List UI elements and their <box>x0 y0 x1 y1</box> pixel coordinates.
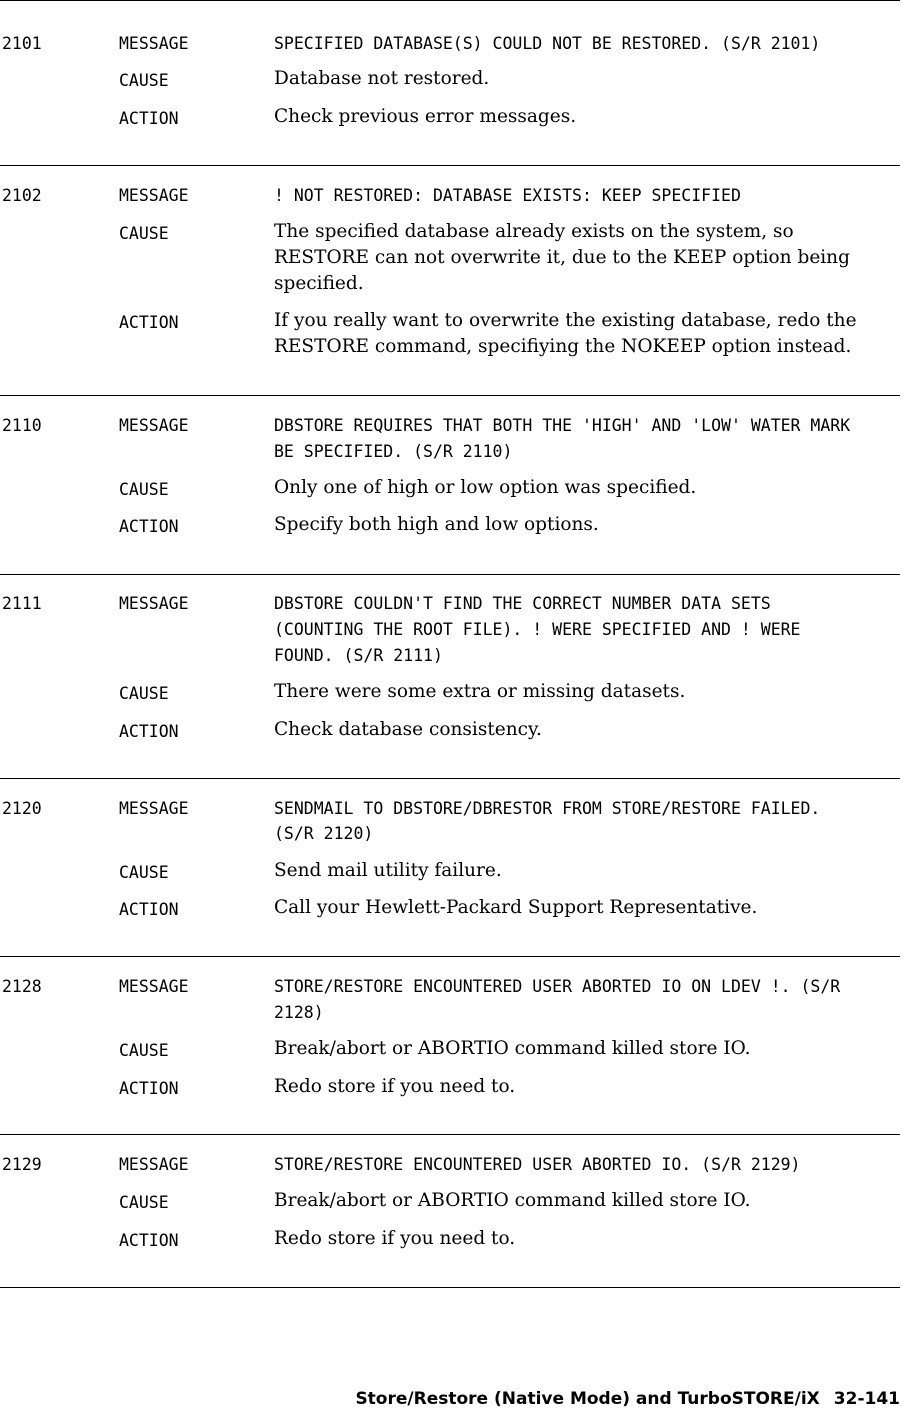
message-label: MESSAGE <box>119 799 189 818</box>
action-text: Redo store if you need to. <box>274 1228 516 1249</box>
action-text: Check database consistency. <box>274 719 542 740</box>
page-footer <box>344 1366 900 1410</box>
message-label: MESSAGE <box>119 1155 189 1174</box>
message-text: SPECIFIED DATABASE(S) COULD NOT BE RESTORED. (S/R 2101) <box>274 34 821 53</box>
cause-text: Only one of high or low option was specified. <box>274 477 697 498</box>
cause-label: CAUSE <box>119 71 169 90</box>
cause-text: specified. <box>274 273 364 294</box>
cause-text: Break/abort or ABORTIO command killed store IO. <box>274 1038 751 1059</box>
cause-label: CAUSE <box>119 480 169 499</box>
message-label: MESSAGE <box>119 977 189 996</box>
cause-text: Break/abort or ABORTIO command killed store IO. <box>274 1190 751 1211</box>
action-text: Specify both high and low options. <box>274 514 599 535</box>
cause-text: RESTORE can not overwrite it, due to the KEEP option being <box>274 247 850 268</box>
message-text: (S/R 2120) <box>274 824 374 843</box>
message-text: (COUNTING THE ROOT FILE). ! WERE SPECIFIED AND ! WERE <box>274 620 801 639</box>
cause-text: There were some extra or missing datasets. <box>274 681 686 702</box>
cause-text: Database not restored. <box>274 68 490 89</box>
cause-label: CAUSE <box>119 863 169 882</box>
error-number: 2111 <box>2 594 42 613</box>
error-number: 2129 <box>2 1155 42 1174</box>
message-text: ! NOT RESTORED: DATABASE EXISTS: KEEP SPECIFIED <box>274 186 741 205</box>
cause-text: The specified database already exists on the system, so <box>274 221 794 242</box>
action-label: ACTION <box>119 517 179 536</box>
action-label: ACTION <box>119 1231 179 1250</box>
separator-rule <box>0 574 900 575</box>
action-label: ACTION <box>119 722 179 741</box>
separator-rule <box>0 165 900 166</box>
action-label: ACTION <box>119 900 179 919</box>
message-text: STORE/RESTORE ENCOUNTERED USER ABORTED IO. (S/R 2129) <box>274 1155 801 1174</box>
separator-rule <box>0 395 900 396</box>
message-text: 2128) <box>274 1003 324 1022</box>
cause-label: CAUSE <box>119 224 169 243</box>
page-number: 32-141 <box>833 1389 900 1409</box>
action-text: If you really want to overwrite the existing database, redo the <box>274 310 857 331</box>
action-text: Check previous error messages. <box>274 106 577 127</box>
message-label: MESSAGE <box>119 186 189 205</box>
action-text: Redo store if you need to. <box>274 1076 516 1097</box>
message-text: DBSTORE REQUIRES THAT BOTH THE 'HIGH' AND 'LOW' WATER MARK <box>274 416 851 435</box>
message-text: DBSTORE COULDN'T FIND THE CORRECT NUMBER DATA SETS <box>274 594 771 613</box>
action-text: RESTORE command, specifiying the NOKEEP option instead. <box>274 336 852 357</box>
separator-rule <box>0 0 900 1</box>
separator-rule <box>0 956 900 957</box>
cause-label: CAUSE <box>119 1041 169 1060</box>
cause-text: Send mail utility failure. <box>274 860 502 881</box>
message-text: BE SPECIFIED. (S/R 2110) <box>274 442 513 461</box>
cause-label: CAUSE <box>119 684 169 703</box>
error-number: 2110 <box>2 416 42 435</box>
message-text: FOUND. (S/R 2111) <box>274 646 443 665</box>
error-number: 2102 <box>2 186 42 205</box>
footer-section-title: Store/Restore (Native Mode) and TurboSTORE/iX <box>355 1389 820 1409</box>
separator-rule <box>0 1134 900 1135</box>
message-label: MESSAGE <box>119 34 189 53</box>
message-text: STORE/RESTORE ENCOUNTERED USER ABORTED IO ON LDEV !. (S/R <box>274 977 841 996</box>
cause-label: CAUSE <box>119 1193 169 1212</box>
error-number: 2120 <box>2 799 42 818</box>
action-label: ACTION <box>119 313 179 332</box>
separator-rule <box>0 1287 900 1288</box>
message-label: MESSAGE <box>119 416 189 435</box>
error-number: 2101 <box>2 34 42 53</box>
separator-rule <box>0 778 900 779</box>
error-number: 2128 <box>2 977 42 996</box>
action-label: ACTION <box>119 109 179 128</box>
message-label: MESSAGE <box>119 594 189 613</box>
message-text: SENDMAIL TO DBSTORE/DBRESTOR FROM STORE/RESTORE FAILED. <box>274 799 821 818</box>
action-text: Call your Hewlett-Packard Support Representative. <box>274 897 758 918</box>
action-label: ACTION <box>119 1079 179 1098</box>
